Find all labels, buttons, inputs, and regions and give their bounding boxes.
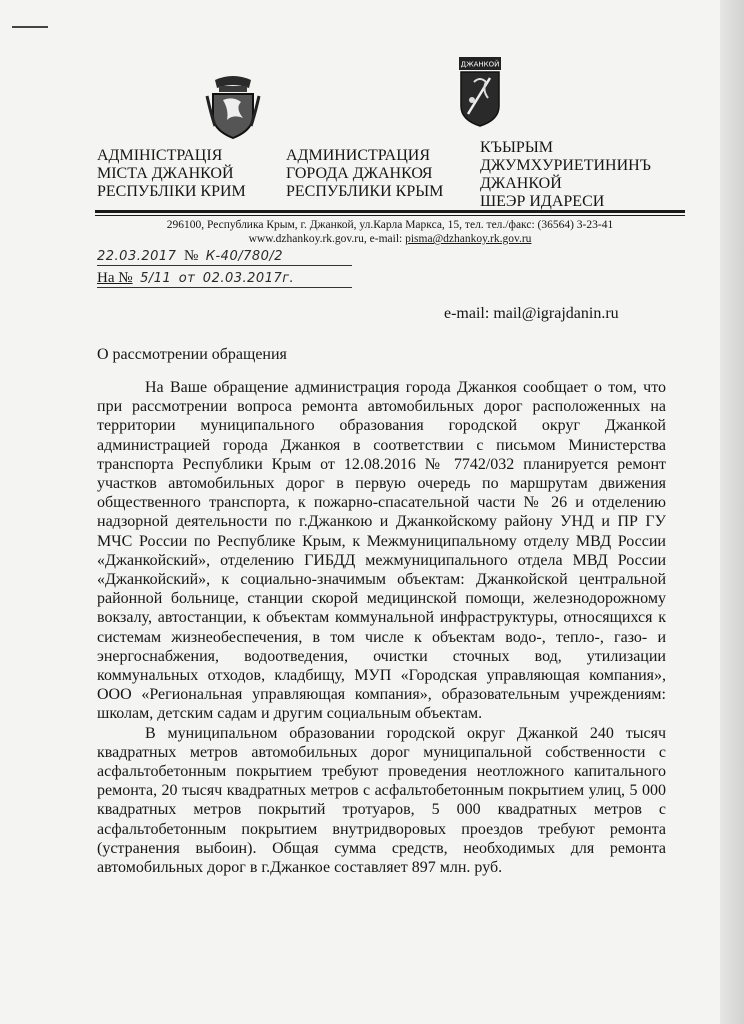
- reference-underline: [97, 287, 352, 288]
- outgoing-date: 22.03.2017: [97, 249, 177, 264]
- reply-label: На №: [97, 270, 133, 286]
- reply-number: 5/11: [140, 271, 172, 286]
- org-line: РЕСПУБЛІКИ КРИМ: [97, 183, 246, 200]
- org-line: КЪЫРЫМ: [480, 139, 553, 156]
- scan-mark: [12, 26, 48, 28]
- address-web: www.dzhankoy.rk.gov.ru, e-mail:: [248, 233, 406, 245]
- org-line: РЕСПУБЛИКИ КРЫМ: [286, 183, 444, 200]
- org-address: [95, 218, 685, 246]
- crimea-coat-of-arms-icon: [205, 74, 261, 140]
- org-name-ukrainian: [97, 147, 246, 201]
- recipient-email: e-mail: mail@igrajdanin.ru: [444, 305, 619, 322]
- number-label: №: [183, 248, 199, 264]
- org-line: ШЕЭР ИДАРЕСИ: [480, 193, 605, 210]
- body-paragraph: На Ваше обращение администрация города Джанкоя сообщает о том, что при рассмотрении вопроса ремонта автомобильных дорог расположенных на территории муниципального образования городской округ Джанкой администрацией города Джанкоя в соответствии с письмом Министерства транспорта Республики Крым от 12.08.2016 № 7742/032 планируется ремонт участков автомобильных дорог в первую очередь по маршрутам движения общественного транспорта, к пожарно-спасательной части № 26 и отделению надзорной деятельности по г.Джанкою и Джанкойскому району УНД и ПР ГУ МЧС России по Республике Крым, к Межмуниципальному отделу МВД России «Джанкойский», отделению ГИБДД межмуниципального отдела МВД России «Джанкойский», к социально-значимым объектам: Джанкойской центральной районной больнице, станции скорой медицинской помощи, железнодорожному вокзалу, автостанции, к объектам коммунальной инфраструктуры, относящихся к системам жизнеобеспечения, в том числе к объектам водо-, тепло-, газо- и энергоснабжения, водоотведения, очистки сточных вод, утилизации коммунальных отходов, кладбищу, МУП «Городская управляющая компания», ООО «Региональная управляющая компания», образовательным учреждениям: школам, детским садам и другим социальным объектам.: [97, 379, 666, 723]
- address-line: 296100, Республика Крым, г. Джанкой, ул.Карла Маркса, 15, тел. тел./факс: (36564) 3-23-41: [166, 219, 614, 231]
- reply-date: 02.03.2017г.: [202, 271, 295, 286]
- emblem-right-label: ДЖАНКОЙ: [460, 60, 500, 69]
- dzhankoy-coat-of-arms-icon: [458, 56, 502, 128]
- address-contacts: [95, 232, 685, 246]
- header-divider-thick: [95, 210, 685, 213]
- org-line: МІСТА ДЖАНКОЙ: [97, 165, 234, 182]
- org-line: АДМИНИСТРАЦИЯ: [286, 147, 430, 164]
- org-name-crimean-tatar: [480, 139, 651, 211]
- incoming-reference: [97, 270, 294, 287]
- org-line: АДМІНІСТРАЦІЯ: [97, 147, 223, 164]
- body-paragraph: В муниципальном образовании городской округ Джанкой 240 тысяч квадратных метров автомобильных дорог муниципальной собственности с асфальтобетонным покрытием требуют проведения неотложного капитального ремонта, 20 тысяч квадратных метров с асфальтобетонным покрытием улиц, 5 000 квадратных метров покрытий тротуаров, 5 000 квадратных метров с асфальтобетонным покрытием внутридворовых проездов требуют ремонта (устранения выбоин). Общая сумма средств, необходимых для ремонта автомобильных дорог в г.Джанкое составляет 897 млн. руб.: [97, 724, 666, 877]
- header-divider-thin: [95, 215, 685, 216]
- outgoing-reference: [97, 248, 283, 265]
- org-line: ДЖАНКОЙ: [480, 175, 562, 192]
- scan-edge-shadow: [720, 0, 744, 1024]
- org-line: ДЖУМХУРИЕТИНИНЪ: [480, 157, 651, 174]
- org-line: ГОРОДА ДЖАНКОЯ: [286, 165, 433, 182]
- address-email-link[interactable]: pisma@dzhankoy.rk.gov.ru: [405, 233, 532, 245]
- reply-from: от: [178, 271, 196, 286]
- outgoing-number: К-40/780/2: [205, 249, 284, 264]
- letter-body: [97, 378, 666, 877]
- letter-subject: О рассмотрении обращения: [97, 346, 287, 363]
- reference-underline: [97, 265, 352, 266]
- org-name-russian: [286, 147, 443, 201]
